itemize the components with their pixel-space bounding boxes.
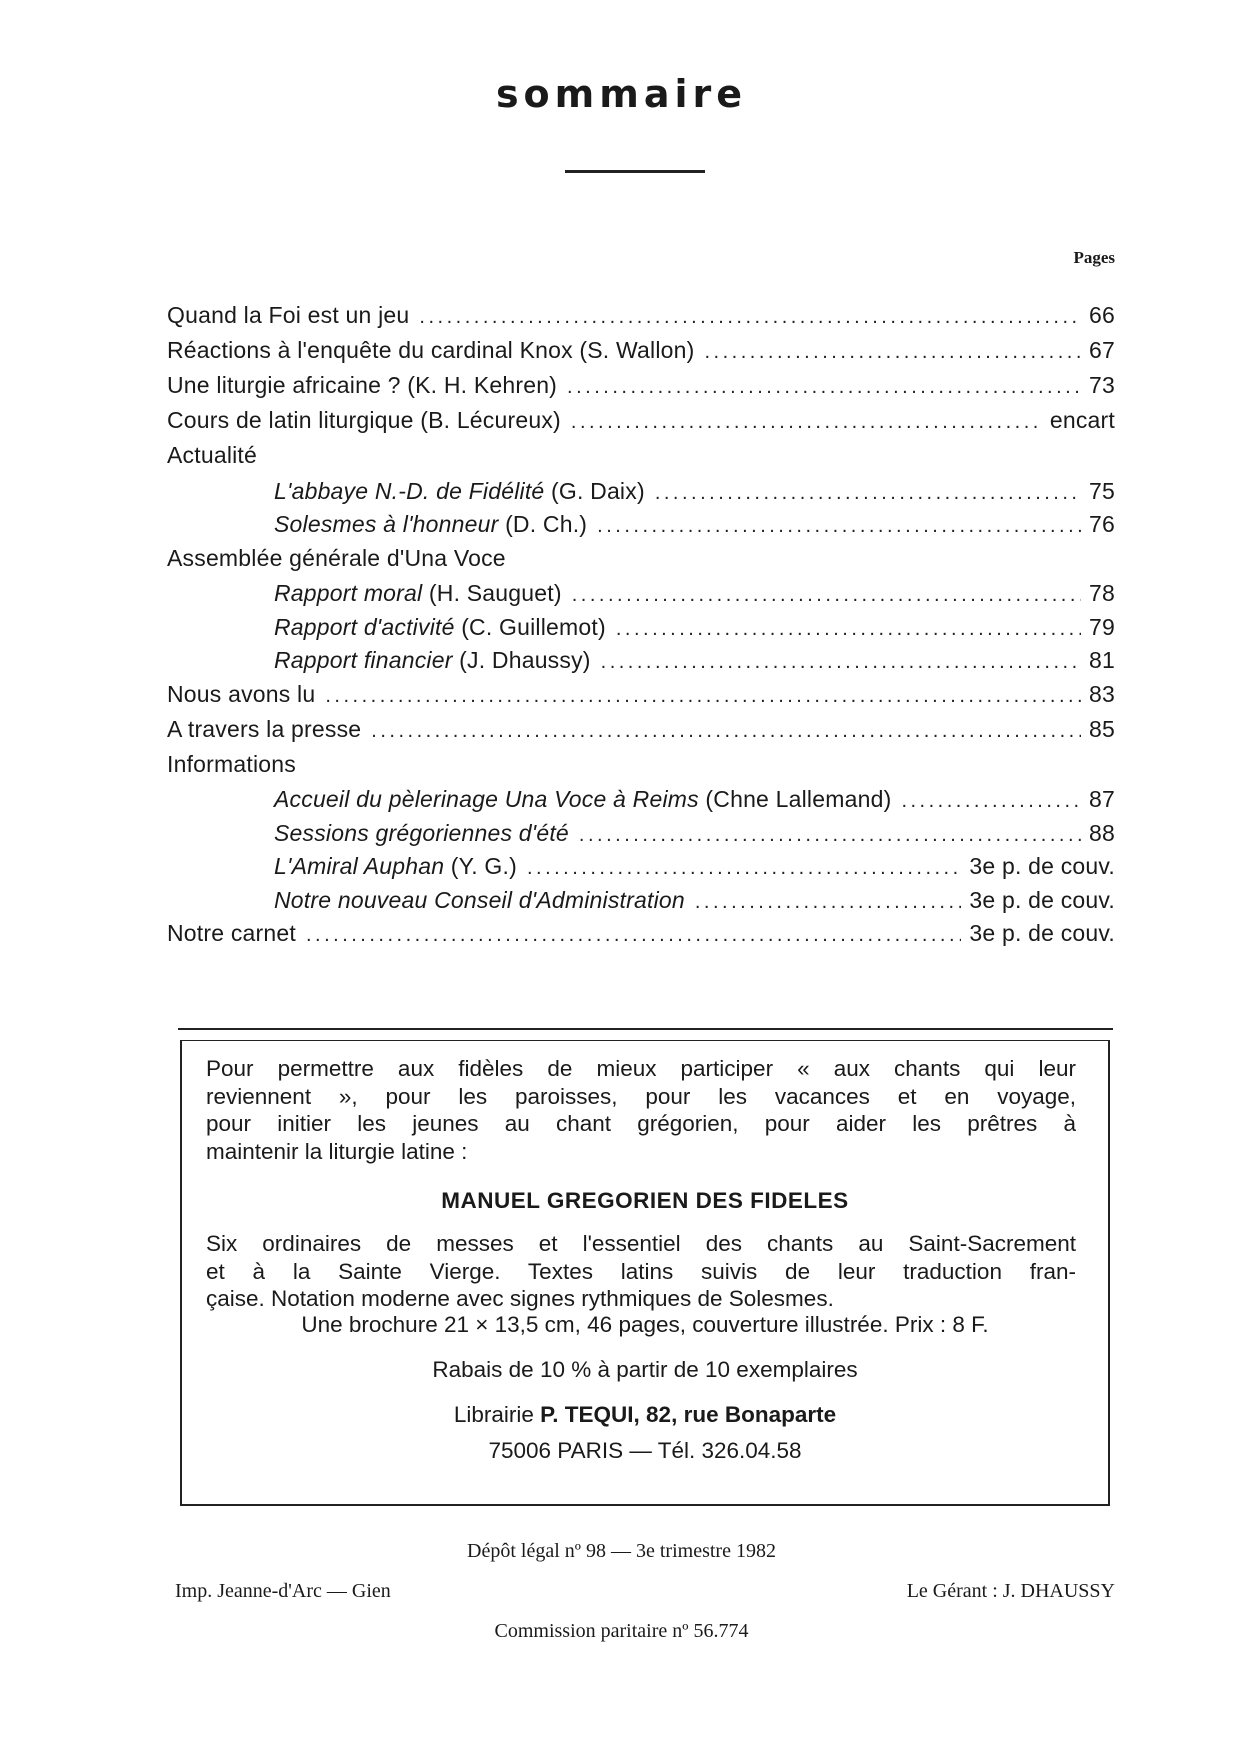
toc-dot-leader	[567, 376, 1081, 399]
toc-dot-leader	[419, 306, 1081, 329]
toc-entry-title: Sessions grégoriennes d'été	[274, 819, 569, 846]
toc-entry	[167, 853, 1115, 887]
toc-entry-title: Solesmes à l'honneur	[274, 511, 499, 537]
toc-dot-leader	[597, 515, 1081, 538]
footer-manager: Le Gérant : J. DHAUSSY	[906, 1580, 1115, 1602]
toc-entry-page: 3e p. de couv.	[969, 853, 1115, 879]
toc-entry	[167, 302, 1115, 337]
toc-entry-title: Cours de latin liturgique	[167, 407, 414, 433]
toc-entry-text	[167, 716, 361, 743]
publisher-prefix: Librairie	[453, 1402, 541, 1427]
advert-discount: Rabais de 10 % à partir de 10 exemplaires	[432, 1357, 858, 1382]
toc-entry	[167, 786, 1115, 820]
toc-entry-page: 78	[1089, 580, 1115, 606]
toc-entry-page: 75	[1089, 477, 1115, 504]
toc-entry	[167, 511, 1115, 545]
toc-entry-page: 83	[1089, 680, 1115, 707]
page-title: sommaire	[495, 72, 748, 116]
toc-entry-text	[274, 478, 645, 505]
toc-entry-text	[274, 647, 591, 674]
toc-entry-title: Rapport moral	[274, 580, 423, 606]
advert-format: Une brochure 21 × 13,5 cm, 46 pages, couverture illustrée. Prix : 8 F.	[301, 1312, 989, 1337]
pages-column-label: Pages	[1073, 248, 1115, 267]
toc-entry-title: Nous avons lu	[167, 680, 316, 707]
toc-entry-author: (S. Wallon)	[579, 337, 695, 363]
toc-entry-page: 3e p. de couv.	[969, 920, 1115, 946]
advert-line: Pour permettre aux fidèles de mieux participer « aux chants qui leur	[206, 1056, 1076, 1081]
toc-entry-title: Rapport d'activité	[274, 613, 455, 640]
toc-entry-page: 76	[1089, 511, 1115, 537]
toc-entry-author: (H. Sauguet)	[428, 580, 562, 606]
toc-entry-text	[274, 820, 569, 847]
toc-section-heading	[167, 545, 1115, 581]
toc-section-heading	[167, 751, 1115, 787]
toc-entry-title: L'abbaye N.-D. de Fidélité	[274, 477, 545, 504]
advert-line: pour initier les jeunes au chant grégorien, pour aider les prêtres à	[206, 1111, 1076, 1136]
toc-entry-page: 66	[1089, 302, 1115, 328]
toc-entry-author: (Y. G.)	[450, 853, 517, 879]
toc-entry-text	[274, 614, 606, 641]
toc-entry-text	[274, 887, 685, 914]
toc-entry-text	[167, 920, 296, 947]
toc-entry-title: Actualité	[167, 442, 258, 468]
toc-dot-leader	[571, 411, 1042, 434]
footer-printer: Imp. Jeanne-d'Arc — Gien	[175, 1580, 391, 1602]
toc-entry-page: 81	[1089, 647, 1115, 673]
toc-entry-page: 3e p. de couv.	[969, 886, 1115, 913]
toc-entry-title: Assemblée générale d'Una Voce	[167, 544, 506, 571]
toc-entry-page: encart	[1049, 407, 1115, 433]
toc-entry	[167, 478, 1115, 512]
advert-intro	[206, 1055, 1076, 1165]
toc-entry	[167, 337, 1115, 372]
toc-dot-leader	[572, 584, 1081, 607]
toc-entry	[167, 407, 1115, 442]
advert-publisher	[180, 1402, 1110, 1428]
toc-entry-author: (K. H. Kehren)	[407, 372, 558, 398]
toc-entry-title: Notre nouveau Conseil d'Administration	[274, 886, 685, 913]
toc-dot-leader	[527, 857, 961, 880]
toc-entry	[167, 820, 1115, 854]
advert-line: et à la Sainte Vierge. Textes latins suivis de leur traduction fran-	[206, 1258, 1076, 1284]
footer-commission: Commission paritaire nº 56.774	[494, 1620, 749, 1642]
toc-entry-author: (G. Daix)	[551, 477, 645, 504]
toc-entry-author: (J. Dhaussy)	[459, 647, 591, 673]
toc-section-heading	[167, 442, 1115, 478]
toc-dot-leader	[616, 618, 1081, 641]
toc-dot-leader	[705, 341, 1082, 364]
toc-dot-leader	[601, 651, 1081, 674]
toc-entry	[167, 920, 1115, 955]
toc-entry-page: 73	[1089, 372, 1115, 398]
table-of-contents	[167, 302, 1115, 955]
toc-dot-leader	[579, 824, 1081, 847]
toc-entry-title: Informations	[167, 750, 296, 777]
toc-entry-author: (C. Guillemot)	[461, 613, 606, 640]
advert-line: Six ordinaires de messes et l'essentiel des chants au Saint-Sacrement	[206, 1231, 1076, 1256]
toc-entry-title: L'Amiral Auphan	[274, 853, 445, 879]
advert-line: reviennent », pour les paroisses, pour les vacances et en voyage,	[206, 1083, 1076, 1109]
toc-entry-text	[167, 442, 257, 469]
toc-entry-author: (B. Lécureux)	[420, 407, 561, 433]
toc-entry	[167, 614, 1115, 648]
advert-description	[206, 1230, 1076, 1313]
toc-dot-leader	[655, 482, 1081, 505]
toc-entry-text	[167, 407, 561, 434]
toc-entry	[167, 372, 1115, 407]
toc-entry-author: (Chne Lallemand)	[705, 786, 892, 812]
toc-entry-text	[274, 853, 517, 880]
toc-entry-text	[274, 580, 562, 607]
toc-dot-leader	[901, 790, 1081, 813]
toc-dot-leader	[695, 891, 962, 914]
advert-line: maintenir la liturgie latine :	[206, 1138, 468, 1164]
toc-entry-page: 87	[1089, 786, 1115, 812]
toc-entry-text	[167, 302, 409, 329]
toc-entry	[167, 580, 1115, 614]
toc-entry	[167, 647, 1115, 681]
toc-entry-text	[167, 372, 557, 399]
toc-entry	[167, 716, 1115, 751]
toc-entry-page: 67	[1089, 337, 1115, 363]
toc-entry-title: A travers la presse	[167, 715, 362, 742]
toc-entry-page: 88	[1089, 819, 1115, 846]
toc-dot-leader	[306, 924, 961, 947]
toc-entry-title: Réactions à l'enquête du cardinal Knox	[167, 337, 573, 363]
toc-entry-text	[274, 511, 587, 538]
toc-entry	[167, 887, 1115, 921]
toc-entry-text	[167, 545, 506, 572]
footer-depot: Dépôt légal nº 98 — 3e trimestre 1982	[467, 1540, 776, 1562]
toc-dot-leader	[325, 685, 1081, 708]
title-divider	[565, 170, 705, 173]
toc-entry	[167, 681, 1115, 716]
advert-address: 75006 PARIS — Tél. 326.04.58	[488, 1438, 802, 1463]
toc-entry-text	[167, 751, 296, 778]
advert-top-rule	[178, 1028, 1113, 1030]
toc-entry-title: Quand la Foi est un jeu	[167, 302, 410, 328]
advert-heading: MANUEL GREGORIEN DES FIDELES	[441, 1188, 849, 1213]
toc-entry-page: 85	[1089, 715, 1115, 742]
toc-entry-text	[274, 786, 891, 813]
toc-entry-title: Accueil du pèlerinage Una Voce à Reims	[274, 786, 699, 812]
toc-entry-title: Rapport financier	[274, 647, 453, 673]
toc-entry-author: (D. Ch.)	[505, 511, 588, 537]
toc-entry-text	[167, 681, 315, 708]
publisher-name: P. TEQUI, 82, rue Bonaparte	[540, 1402, 837, 1427]
toc-entry-text	[167, 337, 695, 364]
toc-entry-title: Une liturgie africaine ?	[167, 372, 401, 398]
toc-entry-title: Notre carnet	[167, 920, 296, 946]
toc-entry-page: 79	[1089, 613, 1115, 640]
advert-line: çaise. Notation moderne avec signes rythmiques de Solesmes.	[206, 1286, 834, 1311]
toc-dot-leader	[371, 720, 1081, 743]
